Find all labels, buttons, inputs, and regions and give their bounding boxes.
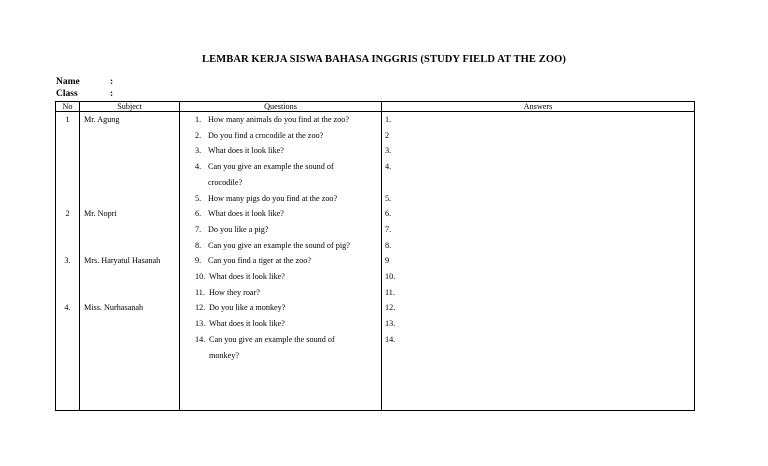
table-row [56,206,695,222]
question-number: 6. [195,209,202,219]
row-question [180,238,382,254]
question-text: What does it look like? [208,209,284,219]
row-question [180,112,382,128]
row-answer: 9 [382,253,695,269]
table-row [56,143,695,159]
question-number: 14. [195,334,206,344]
question-number: 12. [195,303,206,313]
row-answer [382,363,695,411]
row-subject: Miss. Nurhasanah [80,300,180,316]
table-row [56,332,695,348]
row-answer: 12. [382,300,695,316]
question-number: 10. [195,272,206,282]
name-colon: : [110,77,114,87]
row-subject [80,222,180,238]
row-question [180,285,382,301]
row-no [56,159,80,175]
document-title: LEMBAR KERJA SISWA BAHASA INGGRIS (STUDY FIELD AT THE ZOO) [202,54,566,65]
header-subject: Subject [80,102,180,112]
question-text: Can you give an example the sound of [209,334,335,344]
question-text: What does it look like? [209,319,285,329]
row-subject: Mr. Nopri [80,206,180,222]
question-text: How many pigs do you find at the zoo? [208,193,338,203]
row-subject [80,316,180,332]
row-question [180,300,382,316]
row-subject [80,269,180,285]
row-question [180,191,382,207]
row-answer: 1. [382,112,695,128]
class-colon: : [110,89,114,99]
question-text: Can you give an example the sound of pig? [208,240,350,250]
row-subject: Mr. Agung [80,112,180,128]
row-question [180,143,382,159]
question-number: 8. [195,240,202,250]
row-answer: 7. [382,222,695,238]
row-subject [80,285,180,301]
table-row [56,348,695,364]
worksheet-table [55,101,695,411]
question-number: 13. [195,319,206,329]
row-subject [80,332,180,348]
row-subject [80,191,180,207]
row-question [180,159,382,175]
question-text: Do you find a crocodile at the zoo? [208,130,324,140]
row-answer: 8. [382,238,695,254]
table-row [56,175,695,191]
row-no [56,269,80,285]
table-row [56,128,695,144]
table-row [56,253,695,269]
row-no: 4. [56,300,80,316]
question-text: Do you like a monkey? [209,303,286,313]
row-answer: 10. [382,269,695,285]
table-header-row [56,102,695,112]
row-no [56,316,80,332]
table-row [56,191,695,207]
row-no: 1 [56,112,80,128]
question-number: 2. [195,130,202,140]
question-text: What does it look like? [208,146,284,156]
question-text: What does it look like? [209,272,285,282]
question-text-continued: crocodile? [208,177,243,187]
row-subject [80,143,180,159]
row-question [180,222,382,238]
question-text-continued: monkey? [209,350,240,360]
row-subject [80,363,180,411]
row-no: 2 [56,206,80,222]
row-question [180,269,382,285]
row-subject [80,238,180,254]
row-answer: 14. [382,332,695,348]
question-text: How they roar? [209,287,260,297]
question-text: Do you like a pig? [208,224,269,234]
question-text: How many animals do you find at the zoo? [208,115,349,124]
row-answer: 11. [382,285,695,301]
row-answer [382,348,695,364]
row-answer: 6. [382,206,695,222]
header-questions: Questions [180,102,382,112]
row-no [56,348,80,364]
question-number: 9. [195,256,202,266]
row-answer: 2 [382,128,695,144]
row-question [180,363,382,411]
row-no [56,363,80,411]
row-subject [80,159,180,175]
table-row [56,300,695,316]
row-subject [80,128,180,144]
class-field [56,89,113,99]
row-subject [80,175,180,191]
row-answer [382,175,695,191]
row-no [56,238,80,254]
row-question [180,332,382,348]
name-field [56,77,113,87]
row-question [180,316,382,332]
row-question [180,206,382,222]
class-label: Class [56,89,78,99]
row-answer: 3. [382,143,695,159]
table-row [56,363,695,411]
table-row [56,112,695,128]
question-text: Can you find a tiger at the zoo? [208,256,311,266]
row-answer: 4. [382,159,695,175]
row-answer: 5. [382,191,695,207]
table-row [56,285,695,301]
row-no [56,222,80,238]
question-number: 3. [195,146,202,156]
question-number: 1. [195,115,202,124]
row-question [180,128,382,144]
row-no [56,191,80,207]
row-no [56,285,80,301]
question-text: Can you give an example the sound of [208,162,334,172]
row-question [180,253,382,269]
row-no [56,332,80,348]
row-question [180,175,382,191]
row-subject: Mrs. Haryatul Hasanah [80,253,180,269]
row-no: 3. [56,253,80,269]
row-question [180,348,382,364]
table-row [56,222,695,238]
row-no [56,128,80,144]
table-row [56,269,695,285]
question-number: 7. [195,224,202,234]
table-row [56,238,695,254]
row-no [56,175,80,191]
question-number: 4. [195,162,202,172]
row-answer: 13. [382,316,695,332]
name-label: Name [56,77,80,87]
question-number: 5. [195,193,202,203]
header-no: No [56,102,80,112]
question-number: 11. [195,287,205,297]
row-subject [80,348,180,364]
table-row [56,159,695,175]
table-row [56,316,695,332]
header-answers: Answers [382,102,695,112]
row-no [56,143,80,159]
